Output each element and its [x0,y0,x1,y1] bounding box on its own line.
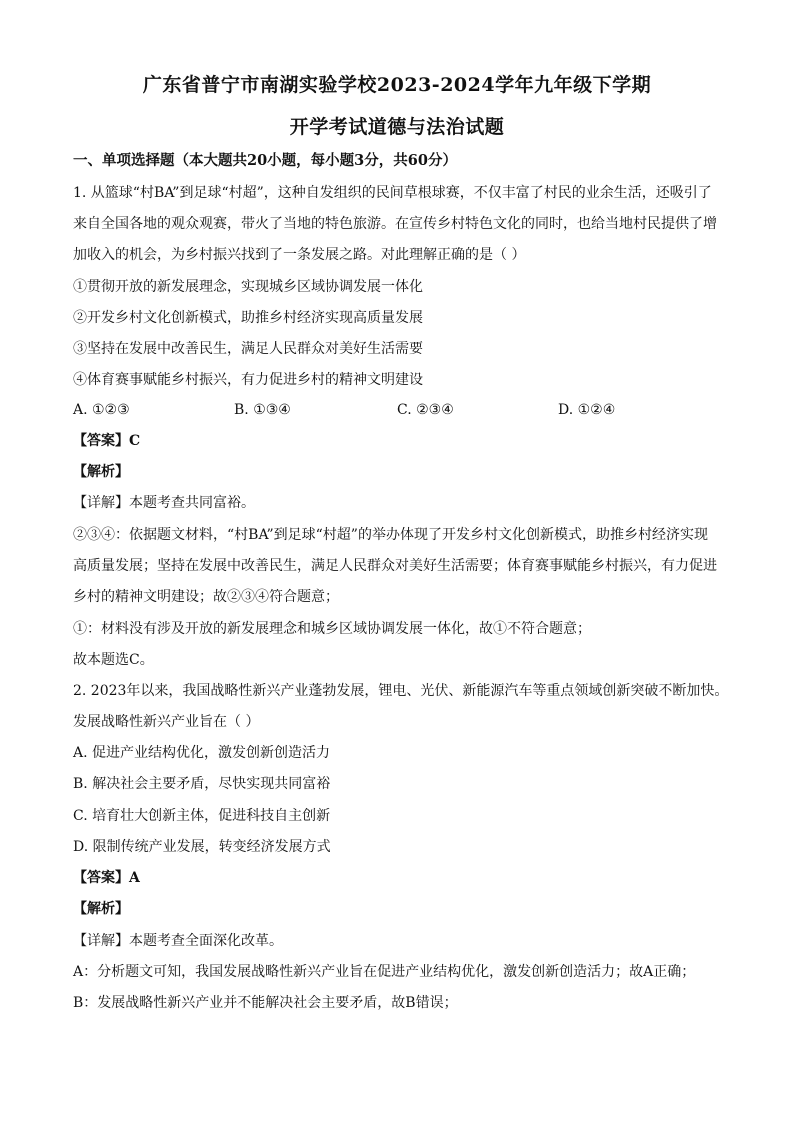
q1-explanation-line-3: 乡村的精神文明建设；故②③④符合题意； [73,589,339,605]
q2-analysis-label: 【解析】 [73,901,129,917]
q2-detail: 【详解】本题考查全面深化改革。 [73,933,283,949]
q1-explanation-line-2: 高质量发展；坚持在发展中改善民生，满足人民群众对美好生活需要；体育赛事赋能乡村振兴，有力促进 [73,558,717,574]
q2-explanation-b: B：发展战略性新兴产业并不能解决社会主要矛盾，故B错误； [73,995,458,1011]
q1-conclusion: 故本题选C。 [73,652,154,668]
q2-option-a: A. 促进产业结构优化，激发创新创造活力 [73,745,331,761]
section-heading: 一、单项选择题（本大题共20小题，每小题3分，共60分） [73,152,457,169]
q2-stem-line-1: 2. 2023年以来，我国战略性新兴产业蓬勃发展，锂电、光伏、新能源汽车等重点领域创新突破不断加快。 [73,683,729,699]
q1-analysis-label: 【解析】 [73,464,129,480]
document-title: 广东省普宁市南湖实验学校2023-2024学年九年级下学期 [142,74,652,96]
q1-option-a: A. ①②③ [73,402,130,418]
document-subtitle: 开学考试道德与法治试题 [289,116,505,138]
q1-option-d: D. ①②④ [558,402,616,418]
q2-stem-line-2: 发展战略性新兴产业旨在（ ） [73,714,260,730]
q1-explanation-line-4: ①：材料没有涉及开放的新发展理念和城乡区域协调发展一体化，故①不符合题意； [73,621,591,637]
q2-option-b: B. 解决社会主要矛盾，尽快实现共同富裕 [73,776,331,792]
q1-detail: 【详解】本题考查共同富裕。 [73,495,255,511]
q1-option-b: B. ①③④ [234,402,291,418]
q1-explanation-line-1: ②③④：依据题文材料，“村BA”到足球“村超”的举办体现了开发乡村文化创新模式，助推乡村经济实现 [73,527,708,543]
q1-option-c: C. ②③④ [397,402,454,418]
q1-statement-4: ④体育赛事赋能乡村振兴，有力促进乡村的精神文明建设 [73,372,423,388]
q1-stem-line-2: 来自全国各地的观众观赛，带火了当地的特色旅游。在宣传乡村特色文化的同时，也给当地村民提供了增 [73,216,717,232]
q2-option-d: D. 限制传统产业发展，转变经济发展方式 [73,839,331,855]
q2-answer: 【答案】A [73,870,140,886]
q1-stem-line-1: 1. 从篮球“村BA”到足球“村超”，这种自发组织的民间草根球赛，不仅丰富了村民的业余生活，还吸引了 [73,185,712,201]
q2-explanation-a: A：分析题文可知，我国发展战略性新兴产业旨在促进产业结构优化，激发创新创造活力；故A正确； [73,964,696,980]
q1-stem-line-3: 加收入的机会，为乡村振兴找到了一条发展之路。对此理解正确的是（ ） [73,247,526,263]
q1-statement-2: ②开发乡村文化创新模式，助推乡村经济实现高质量发展 [73,310,423,326]
q1-statement-3: ③坚持在发展中改善民生，满足人民群众对美好生活需要 [73,341,423,357]
q2-option-c: C. 培育壮大创新主体，促进科技自主创新 [73,808,331,824]
q1-answer: 【答案】C [73,433,141,449]
q1-statement-1: ①贯彻开放的新发展理念，实现城乡区域协调发展一体化 [73,279,423,295]
